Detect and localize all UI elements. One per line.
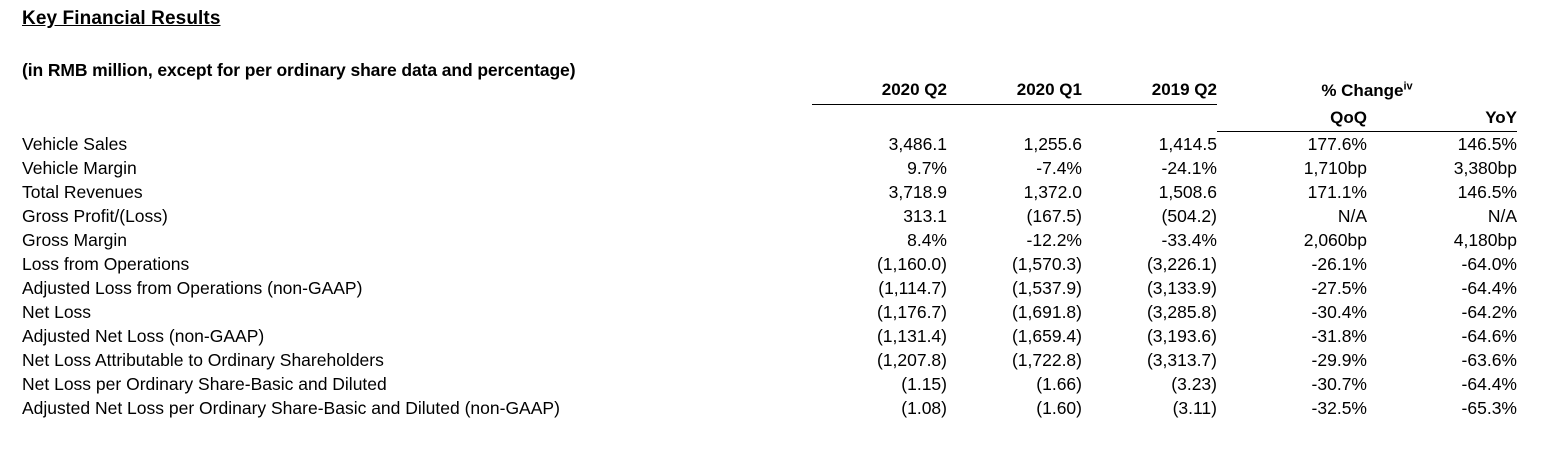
cell-yoy: -65.3% (1461, 397, 1517, 418)
cell-2020-q2: 8.4% (907, 229, 947, 250)
table-row (22, 228, 1517, 252)
header-percent-change-footnote: iv (1403, 79, 1413, 92)
cell-yoy: 146.5% (1457, 181, 1517, 202)
cell-2019-q2: -33.4% (1161, 229, 1217, 250)
cell-2019-q2: 1,508.6 (1158, 181, 1217, 202)
header-label-blank (22, 76, 812, 105)
cell-yoy: N/A (1487, 205, 1517, 226)
header-2019-q2: 2019 Q2 (1082, 76, 1217, 105)
cell-qoq: 2,060bp (1303, 229, 1367, 250)
cell-2019-q2: (3,285.8) (1146, 301, 1217, 322)
cell-2020-q2: 9.7% (907, 157, 947, 178)
header-percent-change-text: % Change (1321, 80, 1404, 100)
cell-yoy: 146.5% (1457, 133, 1517, 154)
cell-2019-q2: (3,226.1) (1146, 253, 1217, 274)
header-sub-blank-2 (947, 105, 1082, 132)
table-row (22, 396, 1517, 420)
cell-2020-q1: -12.2% (1026, 229, 1082, 250)
cell-qoq: -30.7% (1311, 373, 1367, 394)
row-label: Total Revenues (22, 181, 143, 202)
cell-2019-q2: -24.1% (1161, 157, 1217, 178)
cell-2019-q2: (3,133.9) (1146, 277, 1217, 298)
cell-qoq: -32.5% (1311, 397, 1367, 418)
cell-2020-q1: (1,722.8) (1011, 349, 1082, 370)
cell-2020-q1: (1,659.4) (1011, 325, 1082, 346)
cell-yoy: 3,380bp (1453, 157, 1517, 178)
cell-2020-q2: 3,486.1 (888, 133, 947, 154)
cell-2020-q2: (1.08) (901, 397, 947, 418)
table-header-row-secondary (22, 105, 1517, 132)
header-qoq: QoQ (1217, 105, 1367, 132)
row-label: Net Loss per Ordinary Share-Basic and Diluted (22, 373, 387, 394)
cell-2020-q2: 3,718.9 (888, 181, 947, 202)
cell-yoy: -64.4% (1461, 277, 1517, 298)
row-label: Adjusted Net Loss (non-GAAP) (22, 325, 265, 346)
cell-qoq: 171.1% (1307, 181, 1367, 202)
cell-2020-q2: (1,114.7) (878, 277, 947, 298)
row-label: Adjusted Loss from Operations (non-GAAP) (22, 277, 363, 298)
cell-qoq: 1,710bp (1303, 157, 1367, 178)
cell-2020-q1: (1,570.3) (1011, 253, 1082, 274)
cell-yoy: -64.6% (1461, 325, 1517, 346)
cell-qoq: -26.1% (1311, 253, 1367, 274)
cell-2019-q2: (3.23) (1171, 373, 1217, 394)
cell-2020-q1: -7.4% (1036, 157, 1082, 178)
cell-2019-q2: (504.2) (1161, 205, 1217, 226)
header-percent-change-group (1217, 76, 1517, 105)
page-title: Key Financial Results (22, 8, 221, 29)
cell-2020-q1: 1,255.6 (1023, 133, 1082, 154)
cell-yoy: -63.6% (1461, 349, 1517, 370)
header-percent-change-label (1217, 77, 1517, 105)
cell-2020-q2: (1,207.8) (876, 349, 947, 370)
cell-2020-q1: (1,691.8) (1011, 301, 1082, 322)
header-2020-q2: 2020 Q2 (812, 76, 947, 105)
cell-2019-q2: (3.11) (1172, 397, 1217, 418)
cell-2020-q2: (1.15) (901, 373, 947, 394)
cell-2020-q1: (167.5) (1026, 205, 1082, 226)
cell-2020-q2: (1,131.4) (876, 325, 947, 346)
table-row (22, 300, 1517, 324)
cell-qoq: 177.6% (1307, 133, 1367, 154)
row-label: Vehicle Sales (22, 133, 128, 154)
table-body (22, 131, 1517, 420)
row-label: Vehicle Margin (22, 157, 137, 178)
header-sub-blank-1 (812, 105, 947, 132)
cell-yoy: -64.4% (1461, 373, 1517, 394)
cell-qoq: -29.9% (1311, 349, 1367, 370)
table-row (22, 131, 1517, 156)
header-sub-blank (22, 105, 812, 132)
row-label: Loss from Operations (22, 253, 190, 274)
header-yoy: YoY (1367, 105, 1517, 132)
row-label: Gross Profit/(Loss) (22, 205, 168, 226)
cell-2020-q2: (1,176.7) (876, 301, 947, 322)
cell-qoq: -31.8% (1311, 325, 1367, 346)
cell-qoq: -27.5% (1311, 277, 1367, 298)
table-header-row-primary (22, 76, 1517, 105)
units-note: (in RMB million, except for per ordinary share data and percentage) (22, 60, 576, 80)
cell-qoq: -30.4% (1311, 301, 1367, 322)
table-row (22, 204, 1517, 228)
key-financial-results-table (22, 76, 1517, 420)
row-label: Gross Margin (22, 229, 128, 250)
cell-2019-q2: (3,193.6) (1146, 325, 1217, 346)
row-label: Net Loss (22, 301, 92, 322)
table-row (22, 180, 1517, 204)
cell-2020-q1: (1.66) (1036, 373, 1082, 394)
table-row (22, 324, 1517, 348)
row-label: Net Loss Attributable to Ordinary Shareholders (22, 349, 384, 370)
table-row (22, 372, 1517, 396)
header-2020-q1: 2020 Q1 (947, 76, 1082, 105)
cell-qoq: N/A (1337, 205, 1367, 226)
table-row (22, 252, 1517, 276)
cell-2020-q1: (1.60) (1036, 397, 1082, 418)
table-row (22, 276, 1517, 300)
cell-yoy: 4,180bp (1453, 229, 1517, 250)
cell-2019-q2: 1,414.5 (1158, 133, 1217, 154)
cell-2019-q2: (3,313.7) (1146, 349, 1217, 370)
header-sub-blank-3 (1082, 105, 1217, 132)
table-row (22, 156, 1517, 180)
cell-yoy: -64.2% (1461, 301, 1517, 322)
table-row (22, 348, 1517, 372)
row-label: Adjusted Net Loss per Ordinary Share-Basic and Diluted (non-GAAP) (22, 397, 560, 418)
cell-2020-q2: 313.1 (903, 205, 947, 226)
cell-2020-q1: 1,372.0 (1023, 181, 1082, 202)
cell-2020-q2: (1,160.0) (876, 253, 947, 274)
cell-yoy: -64.0% (1461, 253, 1517, 274)
cell-2020-q1: (1,537.9) (1011, 277, 1082, 298)
